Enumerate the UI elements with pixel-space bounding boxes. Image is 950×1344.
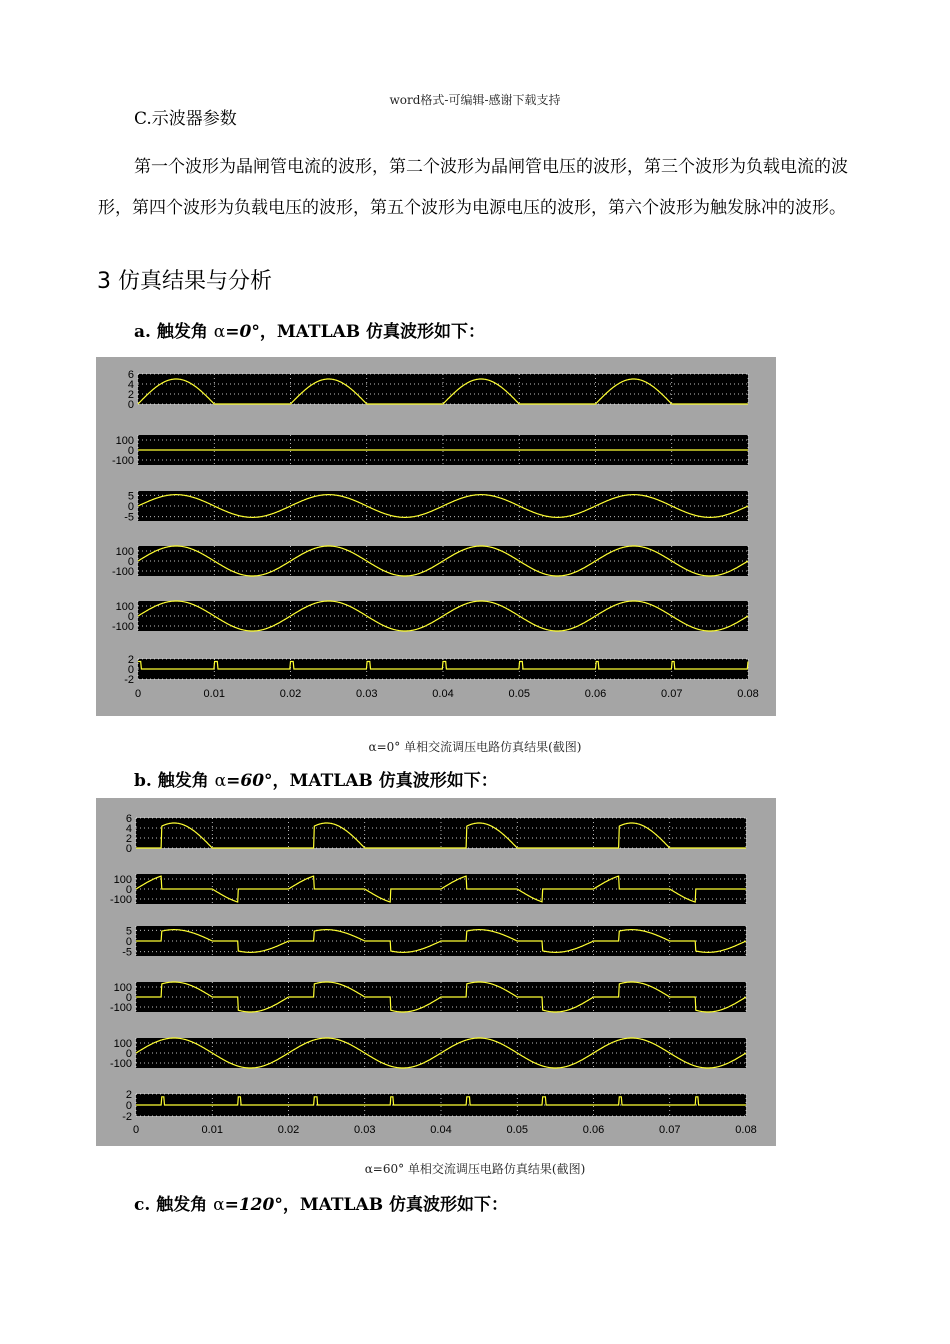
y-tick-label: 4 bbox=[125, 823, 132, 835]
subheading-oscilloscope-params: C.示波器参数 bbox=[134, 109, 237, 129]
x-tick-label: 0.03 bbox=[354, 1124, 376, 1136]
section-heading: 3 仿真结果与分析 bbox=[97, 269, 272, 294]
caption-a-prefix: a. 触发角 bbox=[134, 322, 214, 342]
caption-c-suffix: ，MATLAB 仿真波形如下： bbox=[282, 1195, 508, 1215]
x-tick-label: 0.01 bbox=[203, 688, 225, 700]
caption-a-value: =0° bbox=[225, 322, 260, 342]
y-tick-label: -5 bbox=[122, 946, 132, 959]
x-tick-label: 0 bbox=[132, 1124, 140, 1136]
y-tick-label: 0 bbox=[127, 611, 134, 623]
caption-b-value: =60° bbox=[226, 771, 273, 791]
x-tick-label: 0.05 bbox=[508, 688, 530, 700]
caption-b-suffix: ，MATLAB 仿真波形如下： bbox=[272, 771, 498, 791]
y-tick-label: 6 bbox=[125, 813, 132, 825]
x-tick-label: 0.06 bbox=[582, 1124, 605, 1136]
scope-chart-b bbox=[96, 798, 776, 1146]
figure-caption-a: α=0° 单相交流调压电路仿真结果(截图) bbox=[368, 740, 582, 754]
scope-figure-a bbox=[96, 357, 776, 716]
y-tick-label: 100 bbox=[115, 435, 134, 447]
y-tick-label: 100 bbox=[115, 601, 134, 613]
y-tick-label: 0 bbox=[127, 664, 134, 676]
x-tick-label: 0.04 bbox=[430, 1124, 452, 1136]
y-tick-label: 100 bbox=[113, 1038, 132, 1050]
y-tick-label: -100 bbox=[111, 566, 134, 578]
y-tick-label: -100 bbox=[111, 455, 134, 467]
figure-caption-b: α=60° 单相交流调压电路仿真结果(截图) bbox=[364, 1162, 586, 1176]
y-tick-label: 4 bbox=[127, 379, 134, 391]
y-tick-label: -5 bbox=[124, 511, 134, 524]
x-tick-label: 0.08 bbox=[737, 688, 759, 700]
x-tick-label: 0 bbox=[134, 688, 142, 700]
y-tick-label: -2 bbox=[122, 1111, 132, 1123]
y-tick-label: 0 bbox=[127, 399, 134, 411]
caption-c-alpha: α bbox=[213, 1195, 225, 1215]
caption-b bbox=[134, 766, 498, 791]
caption-b-alpha: α bbox=[214, 771, 227, 791]
y-tick-label: 2 bbox=[125, 1089, 132, 1101]
y-tick-label: -2 bbox=[124, 674, 134, 686]
caption-a-alpha: α bbox=[213, 322, 226, 342]
scope-figure-b bbox=[96, 798, 776, 1146]
x-tick-label: 0.07 bbox=[659, 1124, 681, 1136]
y-tick-label: 2 bbox=[127, 654, 134, 666]
caption-c-value: =120° bbox=[224, 1195, 283, 1215]
page-header: word格式-可编辑-感谢下载支持 bbox=[389, 93, 561, 107]
y-tick-label: 0 bbox=[125, 1100, 132, 1112]
y-tick-label: 100 bbox=[113, 982, 132, 994]
caption-a-suffix: ，MATLAB 仿真波形如下： bbox=[259, 322, 486, 342]
y-tick-label: 2 bbox=[127, 389, 134, 401]
y-tick-label: 0 bbox=[125, 1048, 132, 1060]
x-tick-label: 0.02 bbox=[277, 1124, 300, 1136]
scope-chart-a bbox=[96, 357, 776, 716]
y-tick-label: -100 bbox=[111, 621, 134, 633]
y-tick-label: 0 bbox=[125, 884, 132, 896]
x-tick-label: 0.05 bbox=[506, 1124, 528, 1136]
caption-c-prefix: c. 触发角 bbox=[134, 1195, 214, 1215]
y-tick-label: 0 bbox=[127, 445, 134, 457]
x-tick-label: 0.04 bbox=[432, 688, 454, 700]
y-tick-label: 100 bbox=[115, 546, 134, 558]
x-tick-label: 0.01 bbox=[201, 1124, 223, 1136]
x-tick-label: 0.02 bbox=[279, 688, 302, 700]
y-tick-label: 5 bbox=[127, 490, 134, 503]
y-tick-label: 0 bbox=[125, 843, 132, 855]
x-tick-label: 0.06 bbox=[584, 688, 607, 700]
x-tick-label: 0.03 bbox=[356, 688, 378, 700]
y-tick-label: 0 bbox=[125, 992, 132, 1004]
y-tick-label: -100 bbox=[109, 1058, 132, 1070]
y-tick-label: 0 bbox=[127, 556, 134, 568]
x-tick-label: 0.08 bbox=[735, 1124, 757, 1136]
y-tick-label: 100 bbox=[113, 874, 132, 886]
y-tick-label: 0 bbox=[127, 501, 134, 513]
y-tick-label: 0 bbox=[125, 936, 132, 948]
y-tick-label: -100 bbox=[109, 1002, 132, 1014]
y-tick-label: 2 bbox=[125, 833, 132, 845]
caption-c bbox=[134, 1190, 508, 1215]
y-tick-label: -100 bbox=[109, 894, 132, 906]
x-tick-label: 0.07 bbox=[661, 688, 683, 700]
y-tick-label: 5 bbox=[125, 925, 132, 938]
caption-b-prefix: b. 触发角 bbox=[134, 771, 215, 791]
caption-a bbox=[134, 317, 485, 342]
y-tick-label: 6 bbox=[127, 369, 134, 381]
body-paragraph: 第一个波形为晶闸管电流的波形，第二个波形为晶闸管电压的波形，第三个波形为负载电流的波形，第四个波形为负载电压的波形，第五个波形为电源电压的波形，第六个波形为触发脉冲的波形。 bbox=[98, 157, 848, 218]
